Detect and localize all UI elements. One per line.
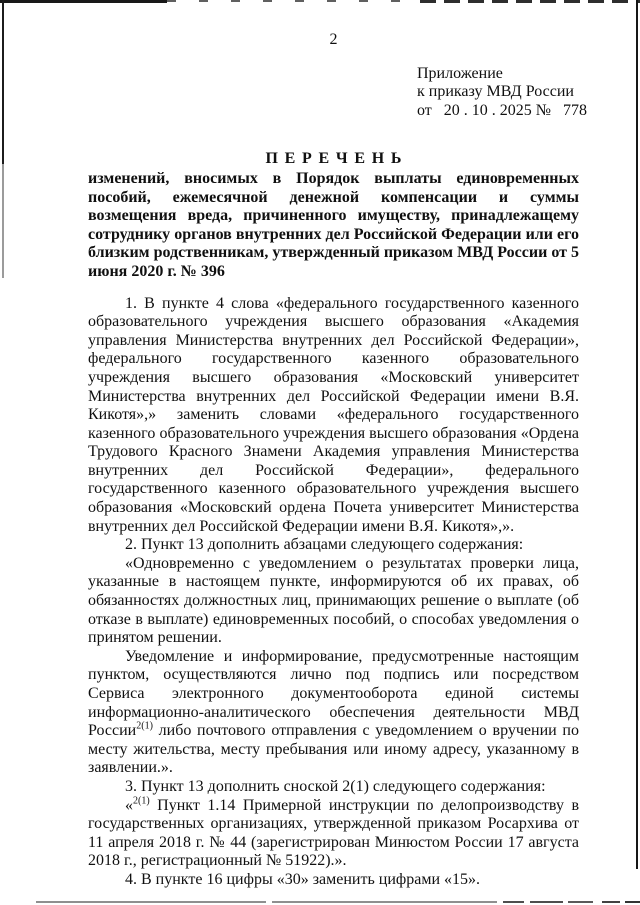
- appendix-block: [417, 64, 588, 121]
- paragraph-3: «Одновременно с уведомлением о результатах проверки лица, указанные в настоящем пункте, информируются об их правах, об обязанностях должностных лиц, принимающих решение о выплате (об отказе в выплате) единовременных пособий, о способах уведомления о принятом решении.: [88, 554, 579, 647]
- paragraph-7: 4. В пункте 16 цифры «30» заменить цифрами «15».: [125, 870, 481, 888]
- document-title: ПЕРЕЧЕНЬ: [265, 150, 409, 168]
- document-body: [88, 295, 579, 890]
- footnote-marker: 2(1): [133, 795, 150, 807]
- footnote-ref: 2(1): [136, 720, 153, 732]
- paragraph-4-text-cont: либо почтового отправления с уведомлением о вручении по месту жительства, месту пребывания или иному адресу, указанному в заявлении.».: [88, 722, 579, 777]
- document-subtitle: изменений, вносимых в Порядок выплаты единовременных пособий, ежемесячной денежной компенсации и суммы возмещения вреда, причиненного имуществу, принадлежащему сотруднику органов внутренних дел Российской Федерации или его близким родственникам, утвержденный приказом МВД России от 5 июня 2020 г. № 396: [88, 169, 579, 280]
- appendix-line-3: от 20 . 10 . 2025 № 778: [417, 101, 588, 119]
- paragraph-5: 3. Пункт 13 дополнить сноской 2(1) следующего содержания:: [125, 777, 546, 795]
- appendix-line-2: к приказу МВД России: [417, 83, 574, 101]
- footnote-text: Пункт 1.14 Примерной инструкции по делопроизводству в государственных организациях, утвержденной приказом Росархива от 11 апреля 2018 г. № 44 (зарегистрирован Минюстом России 17 августа 2018 г., регистрационный № 51922).».: [88, 796, 579, 870]
- paragraph-2: 2. Пункт 13 дополнить абзацами следующего содержания:: [125, 536, 524, 554]
- scan-edge-left: [2, 0, 4, 278]
- scan-edge-bottom: [0, 901, 640, 903]
- paragraph-6: [88, 797, 579, 871]
- paragraph-1: 1. В пункте 4 слова «федерального государственного казенного образовательного учреждения высшего образования «Академия управления Министерства внутренних дел Российской Федерации», федерального государственного казенного образовательного учреждения высшего образования «Московский университет Министерства внутренних дел Российской Федерации имени В.Я. Кикотя»,» заменить словами «федерального государственного казенного образовательного учреждения высшего образования «Ордена Трудового Красного Знамени Академия управления Министерства внутренних дел Российской Федерации», федерального государственного казенного образовательного учреждения высшего образования «Московский ордена Почета университет Министерства внутренних дел Российской Федерации имени В.Я. Кикотя»,».: [88, 294, 579, 535]
- appendix-line-1: Приложение: [417, 64, 503, 82]
- paragraph-4-text: Уведомление и информирование, предусмотренные настоящим пунктом, осуществляются лично под подпись или посредством Сервиса электронного документооборота единой системы информационно-аналитического обеспечения деятельности МВД России: [88, 647, 579, 740]
- document-content: [88, 0, 588, 890]
- page-number: 2: [329, 31, 338, 48]
- footnote-open-quote: «: [125, 796, 133, 814]
- paragraph-4: [88, 648, 579, 778]
- scan-edge-right: [636, 0, 638, 869]
